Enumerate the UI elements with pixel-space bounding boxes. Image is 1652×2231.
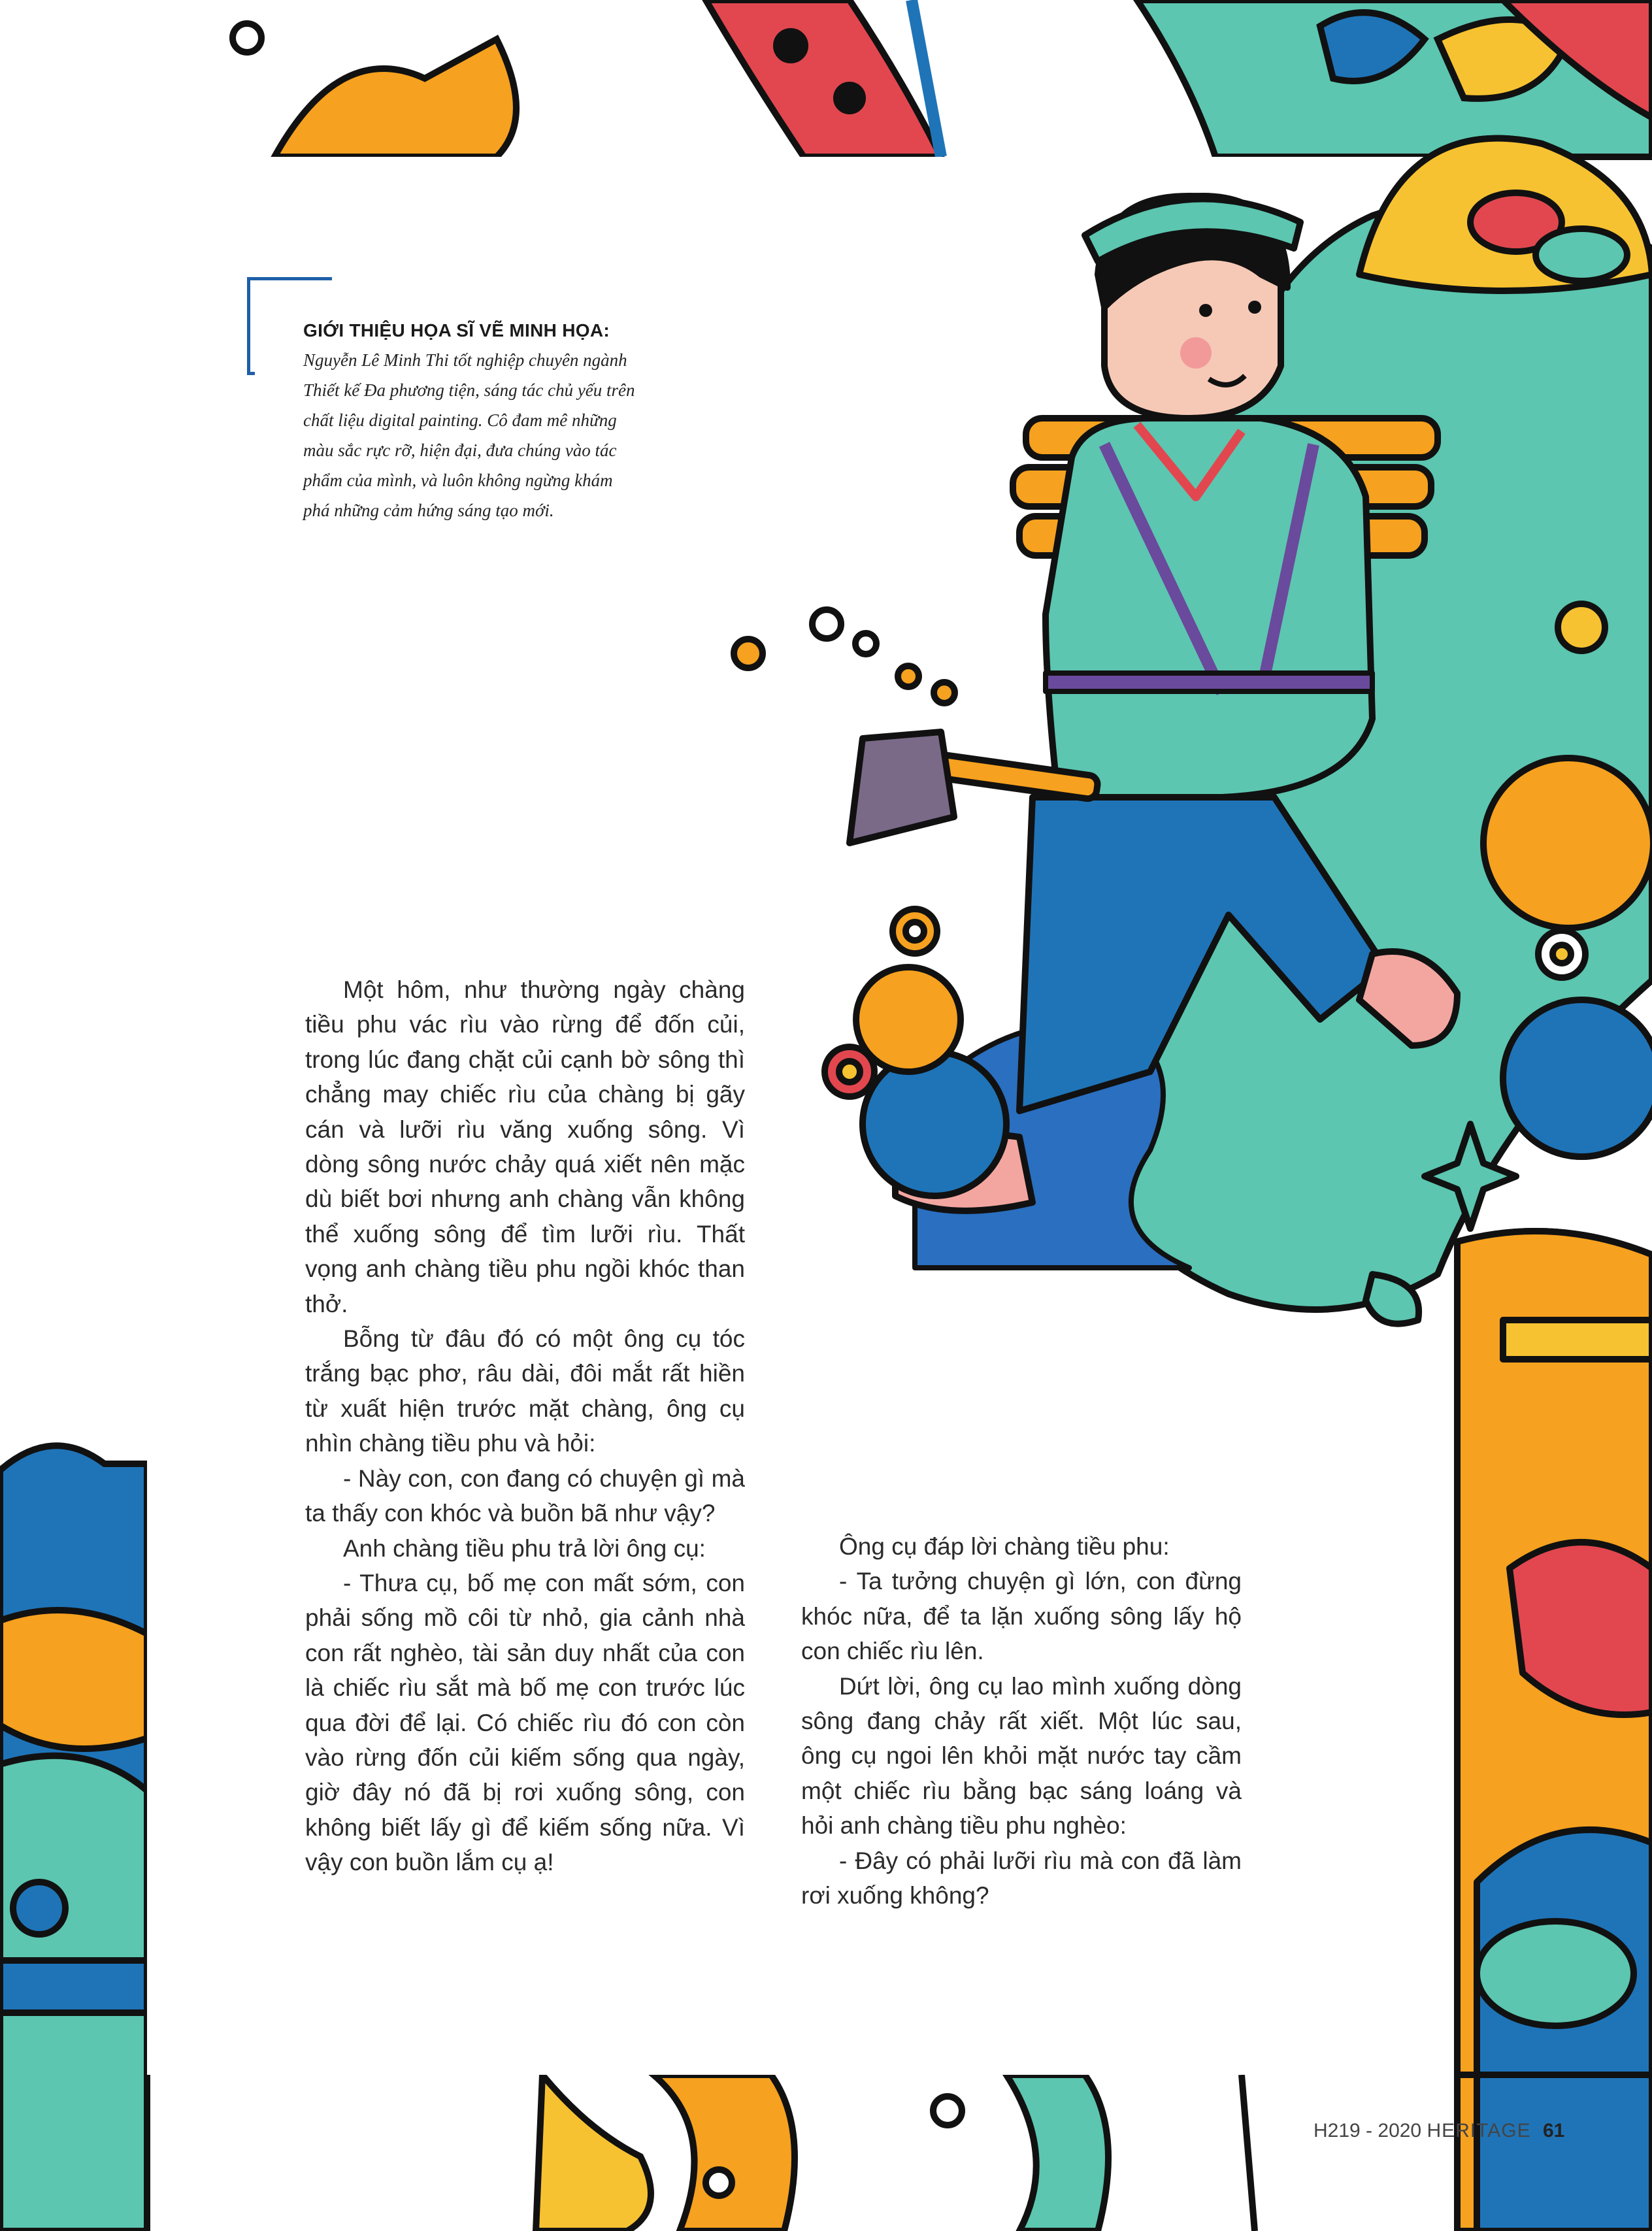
page-folio bbox=[1313, 2120, 1564, 2142]
top-border-art bbox=[233, 0, 1652, 157]
story-column-1 bbox=[305, 972, 745, 1880]
page-number: 61 bbox=[1542, 2120, 1565, 2141]
paragraph: - Ta tưởng chuyện gì lớn, con đừng khóc nữa, để ta lặn xuống sông lấy hộ con chiếc rìu lên. bbox=[801, 1568, 1242, 1665]
paragraph: - Này con, con đang có chuyện gì mà ta thấy con khóc và buồn bã như vậy? bbox=[305, 1464, 745, 1527]
left-border-art bbox=[0, 1446, 147, 2231]
issue-label: H219 - 2020 bbox=[1313, 2120, 1422, 2141]
artist-bio bbox=[303, 320, 636, 525]
magazine-name: HERITAGE bbox=[1427, 2120, 1531, 2141]
right-border-art bbox=[1457, 1231, 1652, 2231]
paragraph: Một hôm, như thường ngày chàng tiều phu vác rìu vào rừng để đốn củi, trong lúc đang chặt củi cạnh bờ sông thì chẳng may chiếc rìu của chàng bị gãy cán và lưỡi rìu văng xuống sông. Vì dòng sông nước chảy quá xiết nên mặc dù biết bơi nhưng anh chàng vẫn không thể xuống sông để tìm lưỡi rìu. Thất vọng anh chàng tiều phu ngồi khóc than thở. bbox=[305, 976, 745, 1317]
bottom-border-art bbox=[536, 2075, 1255, 2231]
paragraph: Bỗng từ đâu đó có một ông cụ tóc trắng bạc phơ, râu dài, đôi mắt rất hiền từ xuất hiện trước mặt chàng, ông cụ nhìn chàng tiều phu và hỏi: bbox=[305, 1325, 745, 1457]
paragraph: - Đây có phải lưỡi rìu mà con đã làm rơi xuống không? bbox=[801, 1847, 1242, 1909]
paragraph: Dứt lời, ông cụ lao mình xuống dòng sông đang chảy rất xiết. Một lúc sau, ông cụ ngoi lên khỏi mặt nước tay cầm một chiếc rìu bằng bạc sáng loáng và hỏi anh chàng tiều phu nghèo: bbox=[801, 1672, 1242, 1840]
paragraph: Ông cụ đáp lời chàng tiều phu: bbox=[839, 1533, 1170, 1560]
paragraph: Anh chàng tiều phu trả lời ông cụ: bbox=[343, 1534, 706, 1562]
bio-heading: GIỚI THIỆU HỌA SĨ VẼ MINH HỌA: bbox=[303, 320, 610, 340]
bio-text: Nguyễn Lê Minh Thi tốt nghiệp chuyên ngành Thiết kế Đa phương tiện, sáng tác chủ yếu trên chất liệu digital painting. Cô đam mê những màu sắc rực rỡ, hiện đại, đưa chúng vào tác phẩm của mình, và luôn không ngừng khám phá những cảm hứng sáng tạo mới. bbox=[303, 350, 635, 520]
paragraph: - Thưa cụ, bố mẹ con mất sớm, con phải sống mồ côi từ nhỏ, gia cảnh nhà con rất nghèo, tài sản duy nhất của con là chiếc rìu sắt mà bố mẹ con trước lúc qua đời để lại. Có chiếc rìu đó con còn vào rừng đốn củi kiếm sống qua ngày, giờ đây nó đã bị rơi xuống sông, con không biết lấy gì để kiếm sống nữa. Vì vậy con buồn lắm cụ ạ! bbox=[305, 1569, 745, 1876]
story-column-2 bbox=[801, 1529, 1242, 1913]
